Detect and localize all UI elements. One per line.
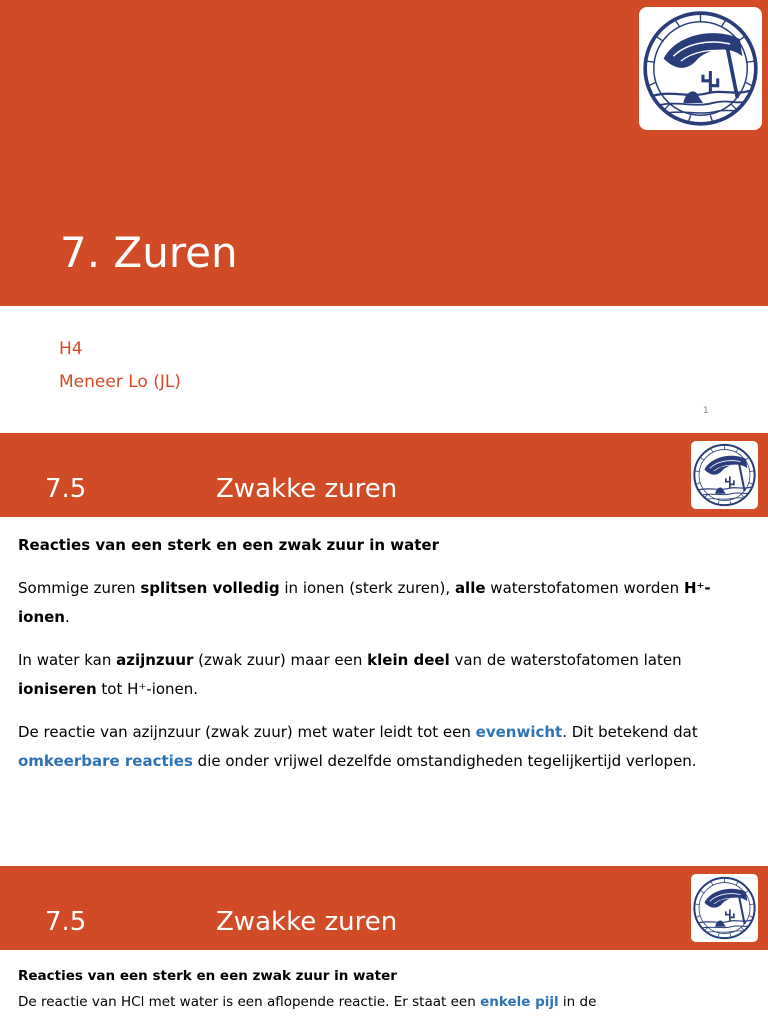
- paragraph-equilibrium: De reactie van azijnzuur (zwak zuur) met water leidt tot een evenwicht. Dit betekend dat omkeerbare reacties die onder vrijwel dezelfde omstandigheden tegelijkertijd verlopen.: [18, 723, 698, 770]
- slide-title: 7. Zuren: [60, 228, 238, 277]
- content-heading: Reacties van een sterk en een zwak zuur in water: [18, 536, 439, 554]
- paragraph-hcl-reaction: De reactie van HCl met water is een aflopende reactie. Er staat een enkele pijl in de: [18, 994, 597, 1010]
- section-number: 7.5: [45, 474, 87, 504]
- school-logo-icon: [691, 441, 758, 509]
- paragraph-acetic-acid: In water kan azijnzuur (zwak zuur) maar een klein deel van de waterstofatomen laten ioniseren tot H⁺-ionen.: [18, 651, 682, 698]
- school-logo-icon: [639, 7, 762, 130]
- section-title: Zwakke zuren: [216, 474, 398, 504]
- section-number: 7.5: [45, 907, 87, 937]
- page-number: 1: [703, 406, 709, 416]
- school-logo-icon: [691, 874, 758, 942]
- paragraph-strong-acids: Sommige zuren splitsen volledig in ionen (sterk zuren), alle waterstofatomen worden H⁺-ionen.: [18, 579, 711, 626]
- section-title: Zwakke zuren: [216, 907, 398, 937]
- content-heading: Reacties van een sterk en een zwak zuur in water: [18, 968, 397, 984]
- slide-subtitle-class: H4: [59, 339, 83, 359]
- slide-subtitle-teacher: Meneer Lo (JL): [59, 372, 181, 392]
